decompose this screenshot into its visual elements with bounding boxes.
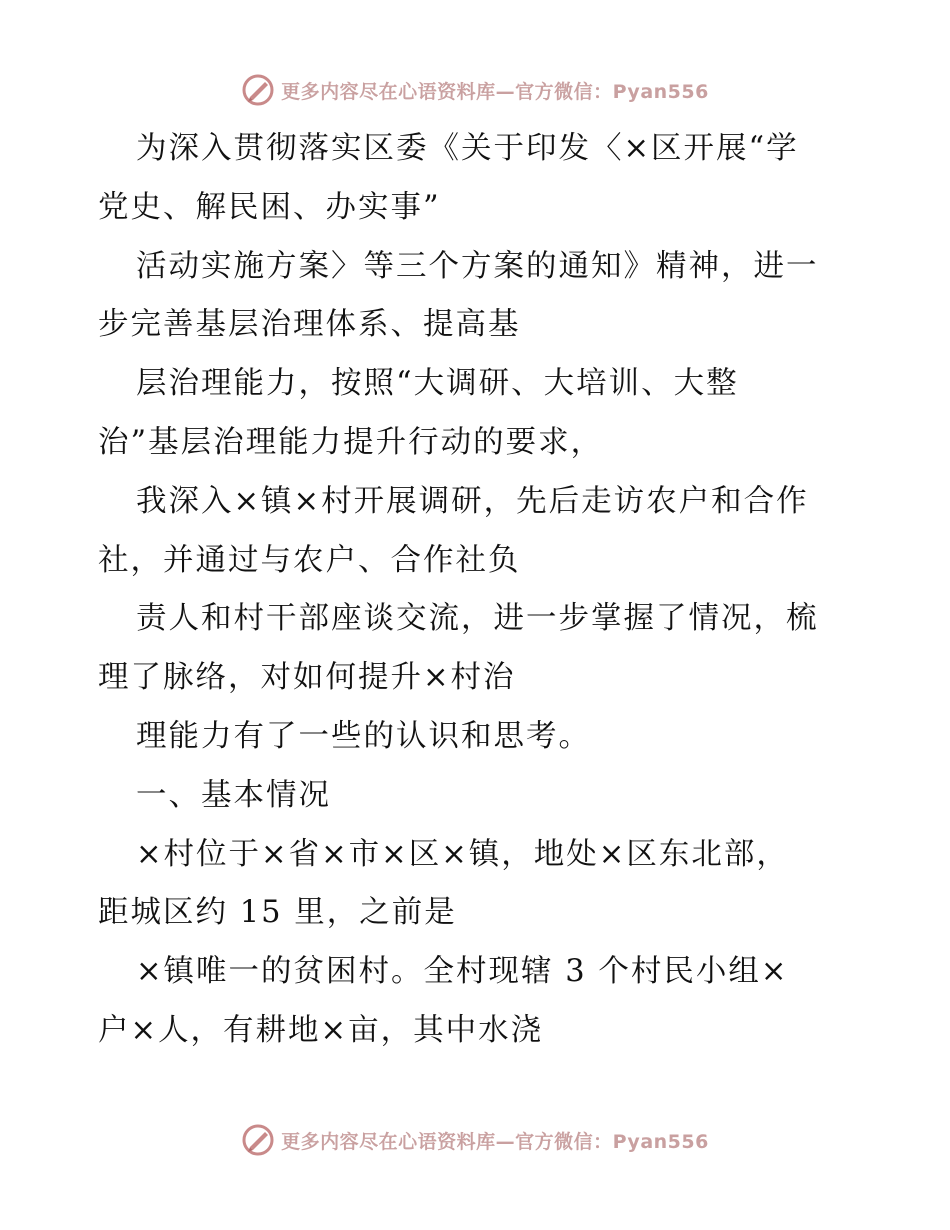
pen-seal-icon (241, 73, 275, 107)
body-line: 步完善基层治理体系、提高基 (98, 307, 521, 343)
pen-seal-icon (241, 1123, 275, 1157)
body-line: 治”基层治理能力提升行动的要求， (98, 424, 604, 460)
body-line: 党史、解民困、办实事” (98, 189, 441, 225)
watermark-text: 更多内容尽在心语资料库—官方微信：Pyan556 (281, 1130, 709, 1153)
body-line: 为深入贯彻落实区委《关于印发〈×区开展“学 (136, 131, 799, 166)
body-line: 责人和村干部座谈交流，进一步掌握了情况，梳 (136, 601, 819, 637)
document-body (98, 120, 858, 1061)
body-line: 层治理能力，按照“大调研、大培训、大整 (136, 366, 739, 402)
body-line: 距城区约 15 里，之前是 (98, 895, 457, 931)
body-line: 社，并通过与农户、合作社负 (98, 542, 521, 578)
body-line: 理能力有了一些的认识和思考。 (136, 718, 591, 754)
body-line: ×镇唯一的贫困村。全村现辖 3 个村民小组× (136, 954, 789, 990)
body-line: 我深入×镇×村开展调研，先后走访农户和合作 (136, 483, 809, 519)
watermark-banner-top (0, 70, 950, 110)
watermark-banner-bottom (0, 1120, 950, 1160)
body-line: 理了脉络，对如何提升×村治 (98, 660, 516, 696)
section-heading: 一、基本情况 (136, 777, 331, 813)
body-line: 户×人，有耕地×亩，其中水浇 (98, 1012, 544, 1048)
watermark-text: 更多内容尽在心语资料库—官方微信：Pyan556 (281, 80, 709, 103)
body-line: 活动实施方案〉等三个方案的通知》精神，进一 (136, 248, 819, 284)
body-line: ×村位于×省×市×区×镇，地处×区东北部， (136, 836, 789, 872)
